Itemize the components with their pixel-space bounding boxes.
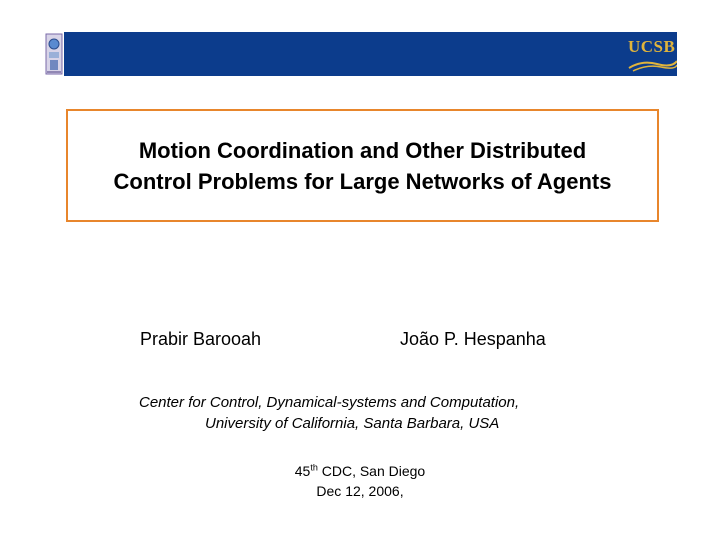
conference-name-text: CDC, San Diego bbox=[317, 463, 426, 479]
title-box bbox=[66, 109, 659, 222]
slide-title bbox=[114, 135, 612, 197]
affiliation-line-1: Center for Control, Dynamical-systems and Computation, bbox=[139, 394, 520, 411]
affiliation-line-2: University of California, Santa Barbara, USA bbox=[205, 415, 500, 432]
title-line-1: Motion Coordination and Other Distributed bbox=[138, 137, 587, 163]
conference-ordinal-number: 45 bbox=[294, 463, 311, 479]
conference-name bbox=[0, 461, 720, 481]
conference-info bbox=[0, 461, 720, 501]
ucsb-swoosh-icon bbox=[627, 58, 677, 72]
author-1: Prabir Barooah bbox=[140, 329, 262, 349]
conference-ordinal-suffix: th bbox=[310, 462, 318, 473]
ucsb-logo bbox=[625, 32, 677, 76]
header-banner bbox=[44, 32, 677, 76]
title-line-2: Control Problems for Large Networks of Agents bbox=[113, 168, 612, 194]
institution-crest-icon bbox=[44, 32, 64, 76]
conference-date: Dec 12, 2006, bbox=[316, 483, 404, 499]
ucsb-logo-text: UCSB bbox=[628, 37, 676, 56]
author-2: João P. Hespanha bbox=[400, 329, 546, 349]
